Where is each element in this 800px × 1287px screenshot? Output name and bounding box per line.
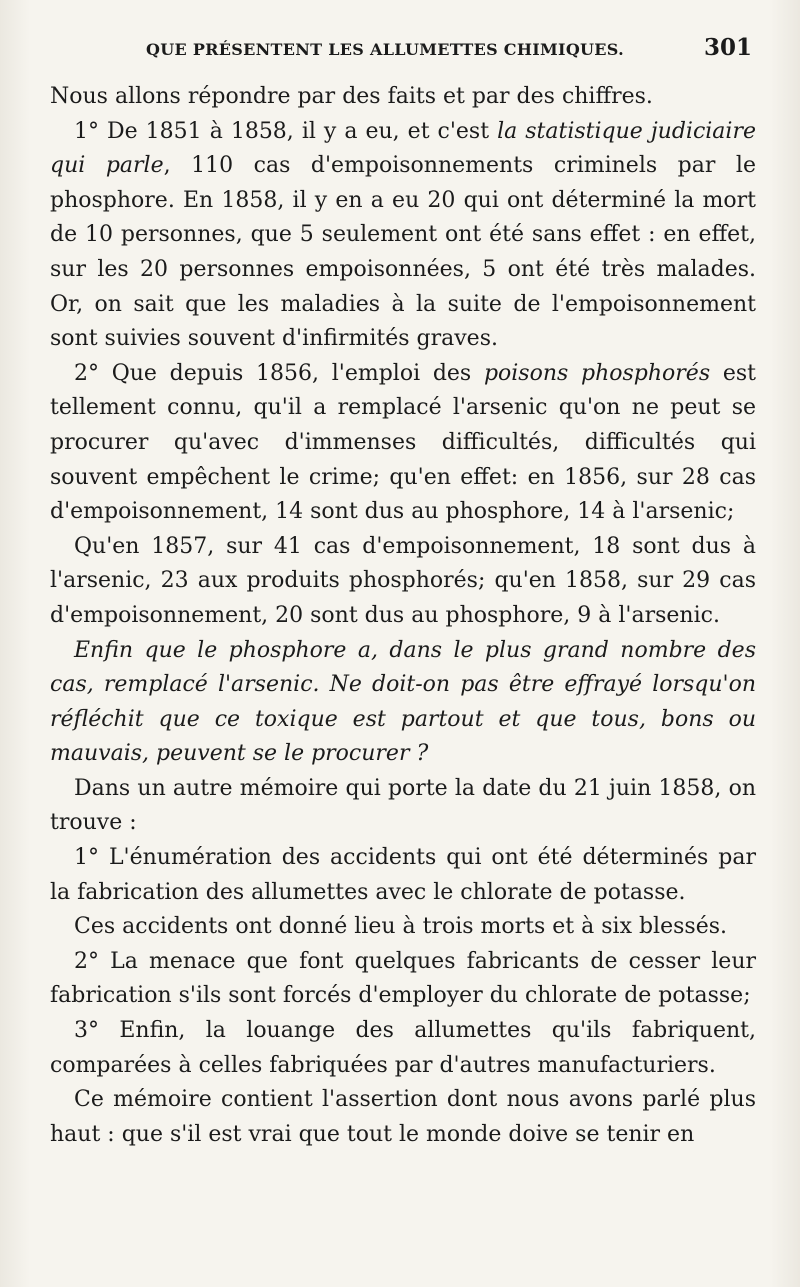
paragraph-point-1 — [50, 115, 756, 357]
text-run: est tellement connu, qu'il a remplacé l'arsenic qu'on ne peut se procurer qu'avec d'immenses difficultés, difficultés qui souvent empêchent le crime; qu'en effet: en 1856, sur 28 cas d'empoisonnement, 14 sont dus au phosphore, 14 à l'arsenic; — [50, 360, 756, 525]
italic-paragraph-text: Enfin que le phosphore a, dans le plus grand nombre des cas, remplacé l'arsenic. Ne doit-on pas être effrayé lorsqu'on réfléchit que ce toxique est partout et que tous, bons ou mauvais, peuvent se le procurer ? — [50, 637, 756, 767]
paragraph-list-item-2: 2° La menace que font quelques fabricants de cesser leur fabrication s'ils sont forcés d'employer du chlorate de potasse; — [50, 948, 756, 1009]
paragraph-other-memoir: Dans un autre mémoire qui porte la date du 21 juin 1858, on trouve : — [50, 775, 756, 836]
text-run: 2° Que depuis 1856, l'emploi des — [74, 360, 484, 386]
paragraph-assertion: Ce mémoire contient l'assertion dont nous avons parlé plus haut : que s'il est vrai que tout le monde doive se tenir en — [50, 1087, 756, 1147]
paragraph-accidents: Ces accidents ont donné lieu à trois morts et à six blessés. — [74, 914, 727, 940]
running-title: QUE PRÉSENTENT LES ALLUMETTES CHIMIQUES. — [146, 40, 624, 59]
body-text — [50, 80, 756, 1152]
text-run: , 110 cas d'empoisonnements criminels par le phosphore. En 1858, il y en a eu 20 qui ont déterminé la mort de 10 personnes, que 5 seulement ont été sans effet : en effet, sur les 20 personnes empoisonnées, 5 ont été très malades. Or, on sait que les maladies à la suite de l'empoisonnement sont suivies souvent d'infirmités graves. — [50, 153, 756, 352]
paragraph-list-item-3: 3° Enfin, la louange des allumettes qu'ils fabriquent, comparées à celles fabriquées par d'autres manufacturiers. — [50, 1018, 756, 1078]
text-run: 1° De 1851 à 1858, il y a eu, et c'est — [74, 118, 498, 144]
italic-phrase: la statistique judiciaire qui parle — [50, 118, 756, 179]
paragraph-1857-1858: Qu'en 1857, sur 41 cas d'empoisonnement, 18 sont dus à l'arsenic, 23 aux produits phosphorés; qu'en 1858, sur 29 cas d'empoisonnement, 20 sont dus au phosphore, 9 à l'arsenic. — [50, 533, 756, 628]
page-number: 301 — [703, 34, 752, 61]
paragraph-list-item-1: 1° L'énumération des accidents qui ont été déterminés par la fabrication des allumettes avec le chlorate de potasse. — [50, 845, 756, 905]
paragraph-italic-conclusion — [50, 634, 756, 772]
running-head — [146, 34, 752, 80]
italic-phrase: poisons phosphorés — [483, 360, 711, 386]
paragraph-intro: Nous allons répondre par des faits et par des chiffres. — [50, 84, 653, 109]
paragraph-point-2 — [50, 357, 756, 530]
